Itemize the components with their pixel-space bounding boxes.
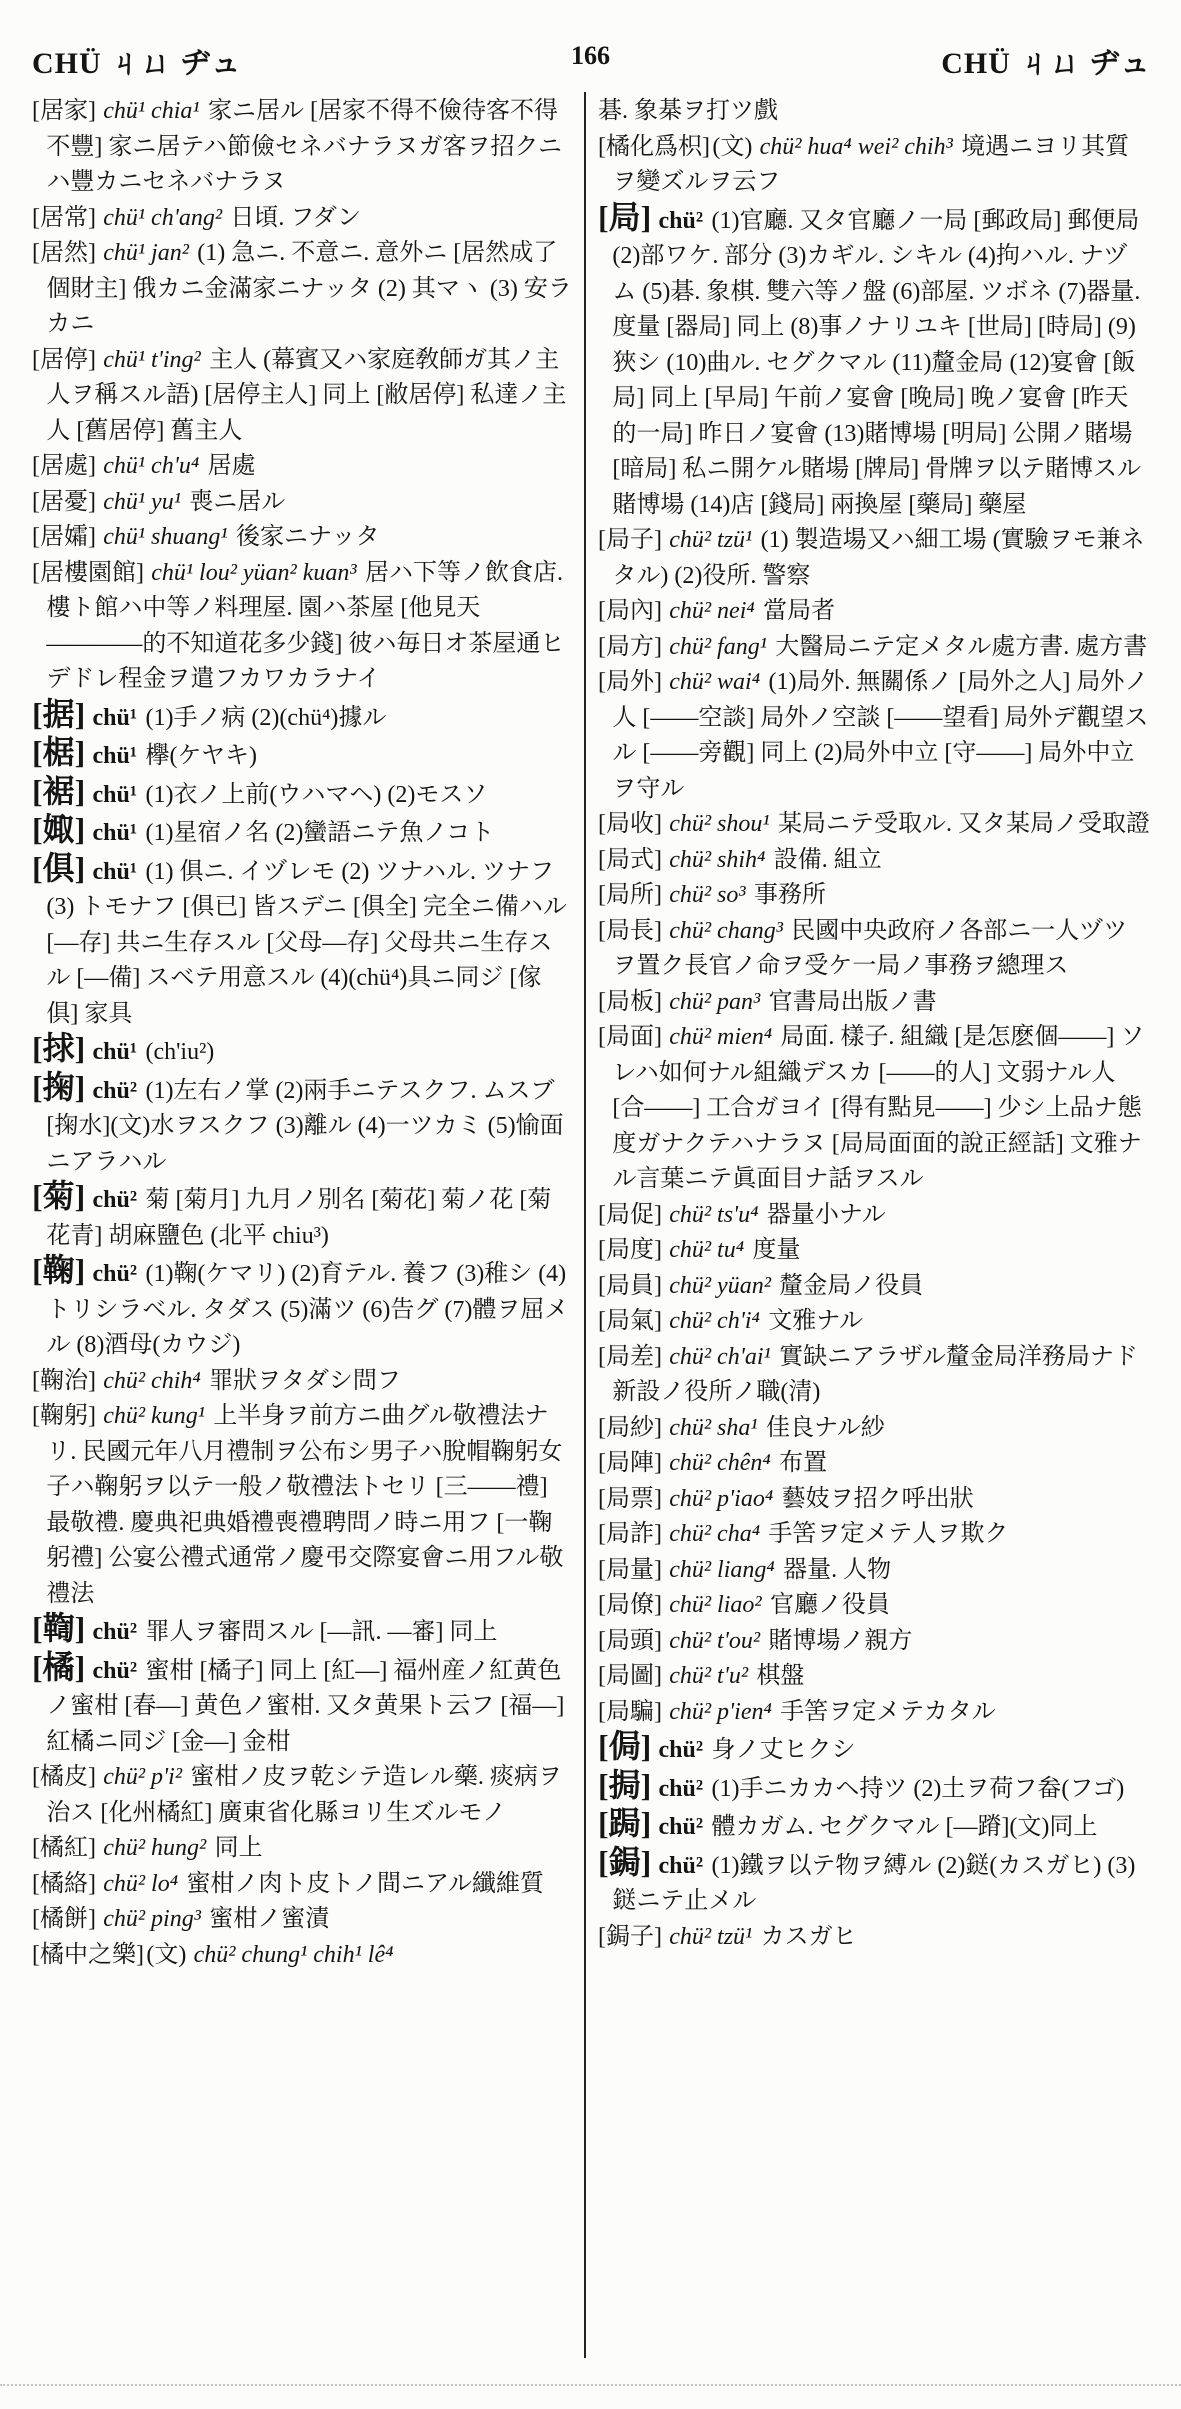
entry-headword: [ 居常 ] xyxy=(32,205,96,231)
entry-romanization: chü² t'ou² xyxy=(669,1627,761,1654)
entry-headword: [ 局陣 ] xyxy=(598,1450,662,1476)
entry-romanization: chü² tzü¹ xyxy=(669,1923,753,1950)
entry-headword: [ 局面 ] xyxy=(598,1024,662,1050)
entry-romanization: chü² wai⁴ xyxy=(669,669,761,695)
entry-headword: [ 局內 ] xyxy=(598,598,662,624)
entry-headword: [ 侷 ] xyxy=(598,1728,651,1764)
dictionary-entry xyxy=(598,1269,1150,1305)
entry-romanization: chü² so³ xyxy=(669,882,746,908)
running-head-left: CHÜ ㄐㄩ ヂュ xyxy=(32,47,242,80)
entry-definition: 後家ニナッタ xyxy=(235,524,380,550)
entry-romanization: chü² tu⁴ xyxy=(669,1237,745,1263)
entry-romanization: chü² liang⁴ xyxy=(669,1556,775,1583)
entry-headword: [ 局氣 ] xyxy=(598,1308,662,1334)
entry-romanization: chü² hua⁴ wei² chih³ xyxy=(759,133,953,160)
entry-headword: [ 局 ] xyxy=(598,199,651,235)
dictionary-entry xyxy=(598,985,1150,1021)
entry-headword: [ 掬 ] xyxy=(32,1069,85,1105)
entry-romanization: chü² ts'u⁴ xyxy=(669,1201,759,1228)
entry-definition: 器量小ナル xyxy=(766,1201,886,1228)
entry-headword: [ 鞫 ] xyxy=(32,1610,85,1646)
entry-headword: [ 居孀 ] xyxy=(32,524,96,550)
entry-headword: [ 局長 ] xyxy=(598,918,662,944)
entry-romanization: chü² pan³ xyxy=(669,988,761,1015)
entry-romanization: chü² mien⁴ xyxy=(669,1024,773,1050)
entry-romanization: chü² p'ien⁴ xyxy=(669,1698,772,1725)
entry-romanization: chü² nei⁴ xyxy=(669,598,755,624)
entry-romanization: chü² tzü¹ xyxy=(669,527,753,553)
entry-headword: [ 居處 ] xyxy=(32,453,96,479)
entry-definition: 罪狀ヲタダシ問フ xyxy=(209,1367,401,1394)
entry-headword: [ 鋦 ] xyxy=(598,1844,651,1880)
entry-romanization: chü² xyxy=(658,1775,704,1802)
entry-definition: 佳良ナル紗 xyxy=(765,1414,885,1441)
entry-romanization: chü² p'i² xyxy=(103,1764,183,1790)
entry-definition: (1)衣ノ上前(ウハマヘ) (2)モスソ xyxy=(145,781,488,808)
entry-definition: (1)手ニカカヘ持ツ (2)土ヲ荷フ畚(フゴ) xyxy=(711,1775,1125,1802)
entry-headword: [ 裾 ] xyxy=(32,773,85,809)
entry-headword: [ 局式 ] xyxy=(598,847,662,873)
entry-headword: [ 局所 ] xyxy=(598,882,662,908)
dictionary-entry xyxy=(32,343,572,450)
dictionary-entry xyxy=(32,1180,572,1254)
entry-romanization: chü² chung¹ chih¹ lê⁴ xyxy=(193,1941,394,1968)
dictionary-entry xyxy=(598,1411,1150,1447)
entry-romanization: chü² chih⁴ xyxy=(103,1367,201,1394)
dictionary-entry xyxy=(598,807,1150,843)
entry-definition: 日頃. フダン xyxy=(230,204,361,231)
entry-definition: 主人 (幕賓又ハ家庭敎師ガ其ノ主人ヲ稱スル語) [居停主人] 同上 [敝居停] 私達ノ主人 [舊居停] 舊主人 xyxy=(46,346,567,444)
dictionary-entry xyxy=(598,1198,1150,1234)
dictionary-entry xyxy=(598,1517,1150,1553)
entry-label: (文) xyxy=(146,1941,187,1968)
entry-headword: [ 居停 ] xyxy=(32,347,96,373)
left-column xyxy=(32,94,572,2356)
entry-romanization: chü² ch'i⁴ xyxy=(669,1308,760,1334)
entry-definition: 罪人ヲ審問スル [—訊. —審] 同上 xyxy=(145,1619,498,1645)
dictionary-entry xyxy=(598,1553,1150,1589)
dictionary-entry xyxy=(32,485,572,521)
entry-romanization: chü² xyxy=(658,1737,704,1763)
dictionary-entry xyxy=(32,1032,572,1071)
entry-headword: [ 鞠治 ] xyxy=(32,1368,96,1394)
entry-romanization: chü¹ xyxy=(92,820,138,846)
entry-headword: [ 跼 ] xyxy=(598,1805,651,1841)
entry-definition: 布置 xyxy=(779,1450,828,1476)
entry-headword: [ 局差 ] xyxy=(598,1344,662,1370)
entry-romanization: chü² shih⁴ xyxy=(669,846,766,873)
entry-definition: 身ノ丈ヒクシ xyxy=(711,1737,856,1763)
entry-headword: [ 局騙 ] xyxy=(598,1699,662,1725)
entry-definition: (1)局外. 無關係ノ [局外之人] 局外ノ人 [——空談] 局外ノ空談 [——望看] 局外デ觀望スル [——旁觀] 同上 (2)局外中立 [守——] 局外中立ヲ守ル xyxy=(612,669,1149,802)
entry-headword: [ 局量 ] xyxy=(598,1557,662,1583)
dictionary-entry xyxy=(598,1446,1150,1482)
dictionary-entry xyxy=(32,449,572,485)
dictionary-entry xyxy=(598,1233,1150,1269)
entry-definition: 官廳ノ役員 xyxy=(769,1592,890,1618)
dictionary-entry xyxy=(598,1304,1150,1340)
entry-romanization: chü¹ ch'u⁴ xyxy=(103,453,200,479)
entry-romanization: chü¹ xyxy=(92,858,138,885)
dictionary-entry xyxy=(32,94,572,201)
dictionary-entry xyxy=(598,1340,1150,1411)
dictionary-entry xyxy=(32,1399,572,1612)
entry-definition: 民國中央政府ノ各部ニ一人ヅツヲ置ク長官ノ命ヲ受ケ一局ノ事務ヲ總理ス xyxy=(612,917,1128,979)
entry-definition: 局面. 樣子. 組織 [是怎麽個——] ソレハ如何ナル組織デスカ [——的人] 文弱ナル人 [合——] 工合ガヨイ [得有點見——] 少シ上品ナ態度ガナクテハナラヌ [局局面面的說正經話] 文雅ナル言葉ニテ眞面目ナ話ヲスル xyxy=(612,1024,1145,1192)
entry-romanization: chü² t'u² xyxy=(669,1663,749,1689)
entry-headword: [ 橘中之樂 ] xyxy=(32,1942,144,1968)
entry-romanization: chü¹ shuang¹ xyxy=(103,524,228,550)
dictionary-entry xyxy=(32,695,572,737)
dictionary-entry xyxy=(32,1068,572,1181)
entry-romanization: chü² chang³ xyxy=(669,917,783,944)
entry-definition: 居ハ下等ノ飲食店. 樓ト館ハ中等ノ料理屋. 園ハ茶屋 [他見天————的不知道花多少錢] 彼ハ毎日オ茶屋通ヒデドレ程金ヲ遣フカワカラナイ xyxy=(46,559,565,692)
entry-romanization: chü² xyxy=(658,1852,704,1879)
entry-headword: [ 局收 ] xyxy=(598,811,662,837)
dictionary-entry xyxy=(598,665,1150,807)
entry-definition: 境遇ニヨリ其質ヲ變ズルヲ云フ xyxy=(612,133,1130,195)
entry-headword: [ 鞠 ] xyxy=(32,1252,85,1288)
dictionary-entry xyxy=(32,1364,572,1400)
entry-headword: [ 鋦子 ] xyxy=(598,1924,662,1950)
dictionary-entry xyxy=(32,849,572,1033)
entry-definition: 當局者 xyxy=(763,598,836,624)
entry-definition: 手筈ヲ定メテカタル xyxy=(780,1698,996,1725)
entry-headword: [ 居樓園館 ] xyxy=(32,560,144,586)
entry-definition: 釐金局ノ役員 xyxy=(779,1272,924,1299)
running-head-right: CHÜ ㄐㄩ ヂュ xyxy=(941,47,1151,80)
entry-headword: [ 橘紅 ] xyxy=(32,1835,96,1861)
entry-definition: (1)左右ノ掌 (2)兩手ニテスクフ. ムスブ [掬水](文)水ヲスクフ (3)離ル (4)一ツカミ (5)愉面ニアラハル xyxy=(46,1077,564,1175)
dictionary-entry xyxy=(32,1938,572,1974)
entry-headword: [ 鞠躬 ] xyxy=(32,1403,96,1429)
entry-definition: 喪ニ居ル xyxy=(189,488,286,515)
dictionary-entry xyxy=(598,1020,1150,1198)
entry-headword: [ 局紗 ] xyxy=(598,1415,662,1441)
dictionary-entry xyxy=(598,1807,1150,1846)
entry-romanization: chü² xyxy=(92,1657,138,1684)
dictionary-entry xyxy=(32,1902,572,1938)
entry-headword: [ 局頭 ] xyxy=(598,1628,662,1654)
entry-definition: (1)手ノ病 (2)(chü⁴)據ル xyxy=(145,704,387,731)
entry-headword: [ 居然 ] xyxy=(32,240,96,266)
entry-definition: (1)鐵ヲ以テ物ヲ縛ル (2)鎹(カスガヒ) (3)鎹ニテ止メル xyxy=(612,1852,1136,1914)
entry-definition: 居處 xyxy=(207,453,256,479)
dictionary-entry xyxy=(32,813,572,852)
page-number: 166 xyxy=(571,41,610,70)
entry-headword: [ 娵 ] xyxy=(32,811,85,847)
entry-definition: 實缺ニアラザル釐金局洋務局ナド新設ノ役所ノ職(清) xyxy=(612,1343,1138,1405)
entry-romanization: chü² xyxy=(92,1261,138,1287)
entry-definition: (1) 製造場又ハ細工場 (實驗ヲモ兼ネタル) (2)役所. 警察 xyxy=(612,527,1145,589)
entry-definition: 蜜柑 [橘子] 同上 [紅—] 福州産ノ紅黄色ノ蜜柑 [春—] 黄色ノ蜜柑. 又タ黄果ト云フ [福—] 紅橘ニ同ジ [金—] 金柑 xyxy=(46,1657,565,1755)
entry-definition: 蜜柑ノ蜜漬 xyxy=(209,1906,330,1932)
entry-headword: [ 局度 ] xyxy=(598,1237,662,1263)
entry-romanization: chü² xyxy=(658,1814,704,1840)
dictionary-entry xyxy=(598,878,1150,914)
entry-definition: 碁. 象棊ヲ打ツ戲 xyxy=(598,98,778,124)
entry-definition: 賭博場ノ親方 xyxy=(768,1627,913,1654)
entry-headword: [ 据 ] xyxy=(32,696,85,732)
entry-headword: [ 橘 ] xyxy=(32,1649,85,1685)
entry-definition: 度量 xyxy=(752,1237,801,1263)
entry-definition: (ch'iu²) xyxy=(145,1039,215,1065)
entry-definition: 手筈ヲ定メテ人ヲ欺ク xyxy=(768,1521,1009,1547)
entry-romanization: chü¹ jan² xyxy=(103,240,189,266)
entry-definition: 同上 xyxy=(214,1835,263,1861)
dictionary-entry xyxy=(598,523,1150,594)
dictionary-entry xyxy=(598,594,1150,630)
entry-definition: (1)官廳. 又タ官廳ノ一局 [郵政局] 郵便局 (2)部ワケ. 部分 (3)カギル. シキル (4)拘ハル. ナヅム (5)碁. 象棋. 雙六等ノ盤 (6)部屋. ツボネ (7)器量. 度量 [器局] 同上 (8)事ノナリユキ [世局] [時局] (9)狹シ (10)曲ル. セグクマル (11)釐金局 (12)宴會 [飯局] 同上 [早局] 午前ノ宴會 [晚局] 晚ノ宴會 [昨天的一局] 昨日ノ宴會 (13)賭博場 [明局] 公開ノ賭場 [暗局] 私ニ開ケル賭場 [牌局] 骨牌ヲ以テ賭博スル賭博場 (14)店 [錢局] 兩換屋 [藥局] 藥屋 xyxy=(612,207,1142,518)
entry-romanization: chü¹ t'ing² xyxy=(103,346,201,373)
entry-romanization: chü² hung² xyxy=(103,1835,207,1861)
entry-headword: [ 局票 ] xyxy=(598,1486,662,1512)
entry-romanization: chü¹ lou² yüan² kuan³ xyxy=(151,559,357,586)
entry-definition: (1)鞠(ケマリ) (2)育テル. 養フ (3)稚シ (4)トリシラベル. タダス (5)滿ツ (6)告グ (7)體ヲ屈メル (8)酒母(カウジ) xyxy=(46,1261,569,1358)
entry-romanization: chü¹ xyxy=(92,1039,138,1065)
entry-headword: [ 局詐 ] xyxy=(598,1521,662,1547)
entry-romanization: chü² yüan² xyxy=(669,1272,771,1299)
entry-headword: [ 橘化爲枳 ] xyxy=(598,134,710,160)
entry-definition: (1) 急ニ. 不意ニ. 意外ニ [居然成了個財主] 俄カニ金滿家ニナッタ (2) 其マヽ (3) 安ラカニ xyxy=(46,240,572,337)
entry-headword: [ 局僚 ] xyxy=(598,1592,662,1618)
dictionary-entry xyxy=(32,736,572,775)
entry-definition: 上半身ヲ前方ニ曲グル敬禮法ナリ. 民國元年八月禮制ヲ公布シ男子ハ脫帽鞠躬女子ハ鞠躬ヲ以テ一般ノ敬禮法トセリ [三——禮] 最敬禮. 慶典祀典婚禮喪禮聘問ノ時ニ用フ [一鞠躬禮] 公宴公禮式通常ノ慶弔交際宴會ニ用フル敬禮法 xyxy=(46,1403,564,1607)
dictionary-entry xyxy=(32,556,572,698)
entry-definition: 菊 [菊月] 九月ノ別名 [菊花] 菊ノ花 [菊花青] 胡麻鹽色 (北平 chiu³) xyxy=(46,1187,552,1249)
entry-label: (文) xyxy=(712,133,753,160)
dictionary-entry xyxy=(598,1624,1150,1660)
entry-romanization: chü² chên⁴ xyxy=(669,1450,771,1476)
entry-definition: カスガヒ xyxy=(760,1923,857,1950)
entry-definition: 器量. 人物 xyxy=(783,1556,892,1583)
entry-headword: [ 局方 ] xyxy=(598,634,662,660)
entry-headword: [ 橘餅 ] xyxy=(32,1906,96,1932)
entry-romanization: chü¹ ch'ang² xyxy=(103,204,223,231)
entry-definition: 棋盤 xyxy=(756,1663,805,1689)
dictionary-entry xyxy=(598,1588,1150,1624)
entry-definition: 蜜柑ノ肉ト皮トノ間ニアル纖維質 xyxy=(186,1870,545,1897)
dictionary-entry xyxy=(598,1482,1150,1518)
entry-romanization: chü¹ xyxy=(92,781,138,808)
dictionary-entry xyxy=(32,1254,572,1364)
dictionary-entry xyxy=(32,1760,572,1831)
entry-romanization: chü² ch'ai¹ xyxy=(669,1343,771,1370)
dictionary-entry xyxy=(598,630,1150,666)
column-divider xyxy=(584,92,586,2358)
entry-headword: [ 橘絡 ] xyxy=(32,1871,96,1897)
entry-definition: 家ニ居ル [居家不得不儉待客不得不豐] 家ニ居テハ節儉セネバナラヌガ客ヲ招クニハ豐カニセネバナラヌ xyxy=(46,98,562,195)
right-column xyxy=(598,94,1150,2356)
entry-headword: [ 菊 ] xyxy=(32,1178,85,1214)
entry-romanization: chü² lo⁴ xyxy=(103,1870,179,1897)
dictionary-entry xyxy=(32,1831,572,1867)
entry-headword: [ 俱 ] xyxy=(32,850,85,886)
entry-headword: [ 居家 ] xyxy=(32,98,96,124)
dictionary-entry xyxy=(598,1695,1150,1731)
entry-definition: 大醫局ニテ定メタル處方書. 處方書 xyxy=(775,633,1148,660)
entry-headword: [ 局員 ] xyxy=(598,1273,662,1299)
dictionary-entry xyxy=(598,1766,1150,1808)
dictionary-entry xyxy=(598,1659,1150,1695)
entry-romanization: chü² ping³ xyxy=(103,1906,201,1932)
entry-definition: 官書局出版ノ書 xyxy=(768,988,937,1015)
entry-romanization: chü² fang¹ xyxy=(669,633,767,660)
dictionary-entry xyxy=(32,1648,572,1761)
entry-headword: [ 挶 ] xyxy=(598,1767,651,1803)
entry-headword: [ 椐 ] xyxy=(32,734,85,770)
dictionary-entry xyxy=(598,1730,1150,1769)
entry-romanization: chü² cha⁴ xyxy=(669,1521,761,1547)
dictionary-entry xyxy=(598,198,1150,524)
dictionary-entry xyxy=(598,94,1150,130)
dictionary-entry xyxy=(598,914,1150,985)
entry-romanization: chü¹ yu¹ xyxy=(103,488,181,515)
entry-definition: (1) 俱ニ. イヅレモ (2) ツナハル. ツナフ (3) トモナフ [俱已] 皆スデニ [俱全] 完全ニ備ハル [—存] 共ニ生存スル [父母—存] 父母共ニ生存スル [—備] スベテ用意スル (4)(chü⁴)具ニ同ジ [傢俱] 家具 xyxy=(46,858,567,1027)
entry-romanization: chü² shou¹ xyxy=(669,811,770,837)
entry-headword: [ 局圖 ] xyxy=(598,1663,662,1689)
entry-headword: [ 局促 ] xyxy=(598,1202,662,1228)
dictionary-entry xyxy=(32,236,572,343)
entry-headword: [ 居憂 ] xyxy=(32,489,96,515)
entry-romanization: chü¹ xyxy=(92,704,138,731)
dictionary-entry xyxy=(32,201,572,237)
dictionary-entry xyxy=(598,130,1150,201)
dictionary-entry xyxy=(32,1867,572,1903)
dictionary-entry xyxy=(32,1612,572,1651)
entry-romanization: chü² liao² xyxy=(669,1592,762,1618)
entry-romanization: chü² xyxy=(92,1187,138,1213)
dictionary-entry xyxy=(598,843,1150,879)
dictionary-entry xyxy=(598,1843,1150,1920)
entry-headword: [ 局外 ] xyxy=(598,669,662,695)
entry-romanization: chü² xyxy=(92,1619,138,1645)
entry-definition: 藝妓ヲ招ク呼出狀 xyxy=(781,1485,974,1512)
entry-romanization: chü² xyxy=(658,207,704,234)
entry-headword: [ 橘皮 ] xyxy=(32,1764,96,1790)
entry-headword: [ 捄 ] xyxy=(32,1030,85,1066)
entry-definition: 事務所 xyxy=(753,882,826,908)
scan-edge-artifact xyxy=(0,2384,1181,2386)
dictionary-entry xyxy=(598,1920,1150,1956)
entry-romanization: chü² xyxy=(92,1077,138,1104)
entry-romanization: chü² p'iao⁴ xyxy=(669,1485,774,1512)
entry-definition: 文雅ナル xyxy=(768,1308,864,1334)
dictionary-entry xyxy=(32,772,572,814)
entry-romanization: chü² kung¹ xyxy=(103,1403,205,1429)
entry-romanization: chü¹ xyxy=(92,743,138,769)
entry-headword: [ 局板 ] xyxy=(598,989,662,1015)
entry-definition: 蜜柑ノ皮ヲ乾シテ造レル藥. 痰病ヲ治ス [化州橘紅] 廣東省化縣ヨリ生ズルモノ xyxy=(46,1764,562,1826)
entry-headword: [ 局子 ] xyxy=(598,527,662,553)
entry-definition: 設備. 組立 xyxy=(773,846,882,873)
dictionary-entry xyxy=(32,520,572,556)
entry-definition: (1)星宿ノ名 (2)蠻語ニテ魚ノコト xyxy=(145,820,495,846)
entry-romanization: chü² sha¹ xyxy=(669,1414,758,1441)
entry-definition: 某局ニテ受取ル. 又タ某局ノ受取證 xyxy=(777,811,1150,837)
entry-romanization: chü¹ chia¹ xyxy=(103,98,200,124)
entry-definition: 體カガム. セグクマル [—蹐](文)同上 xyxy=(711,1814,1098,1840)
entry-definition: 欅(ケヤキ) xyxy=(145,743,257,769)
